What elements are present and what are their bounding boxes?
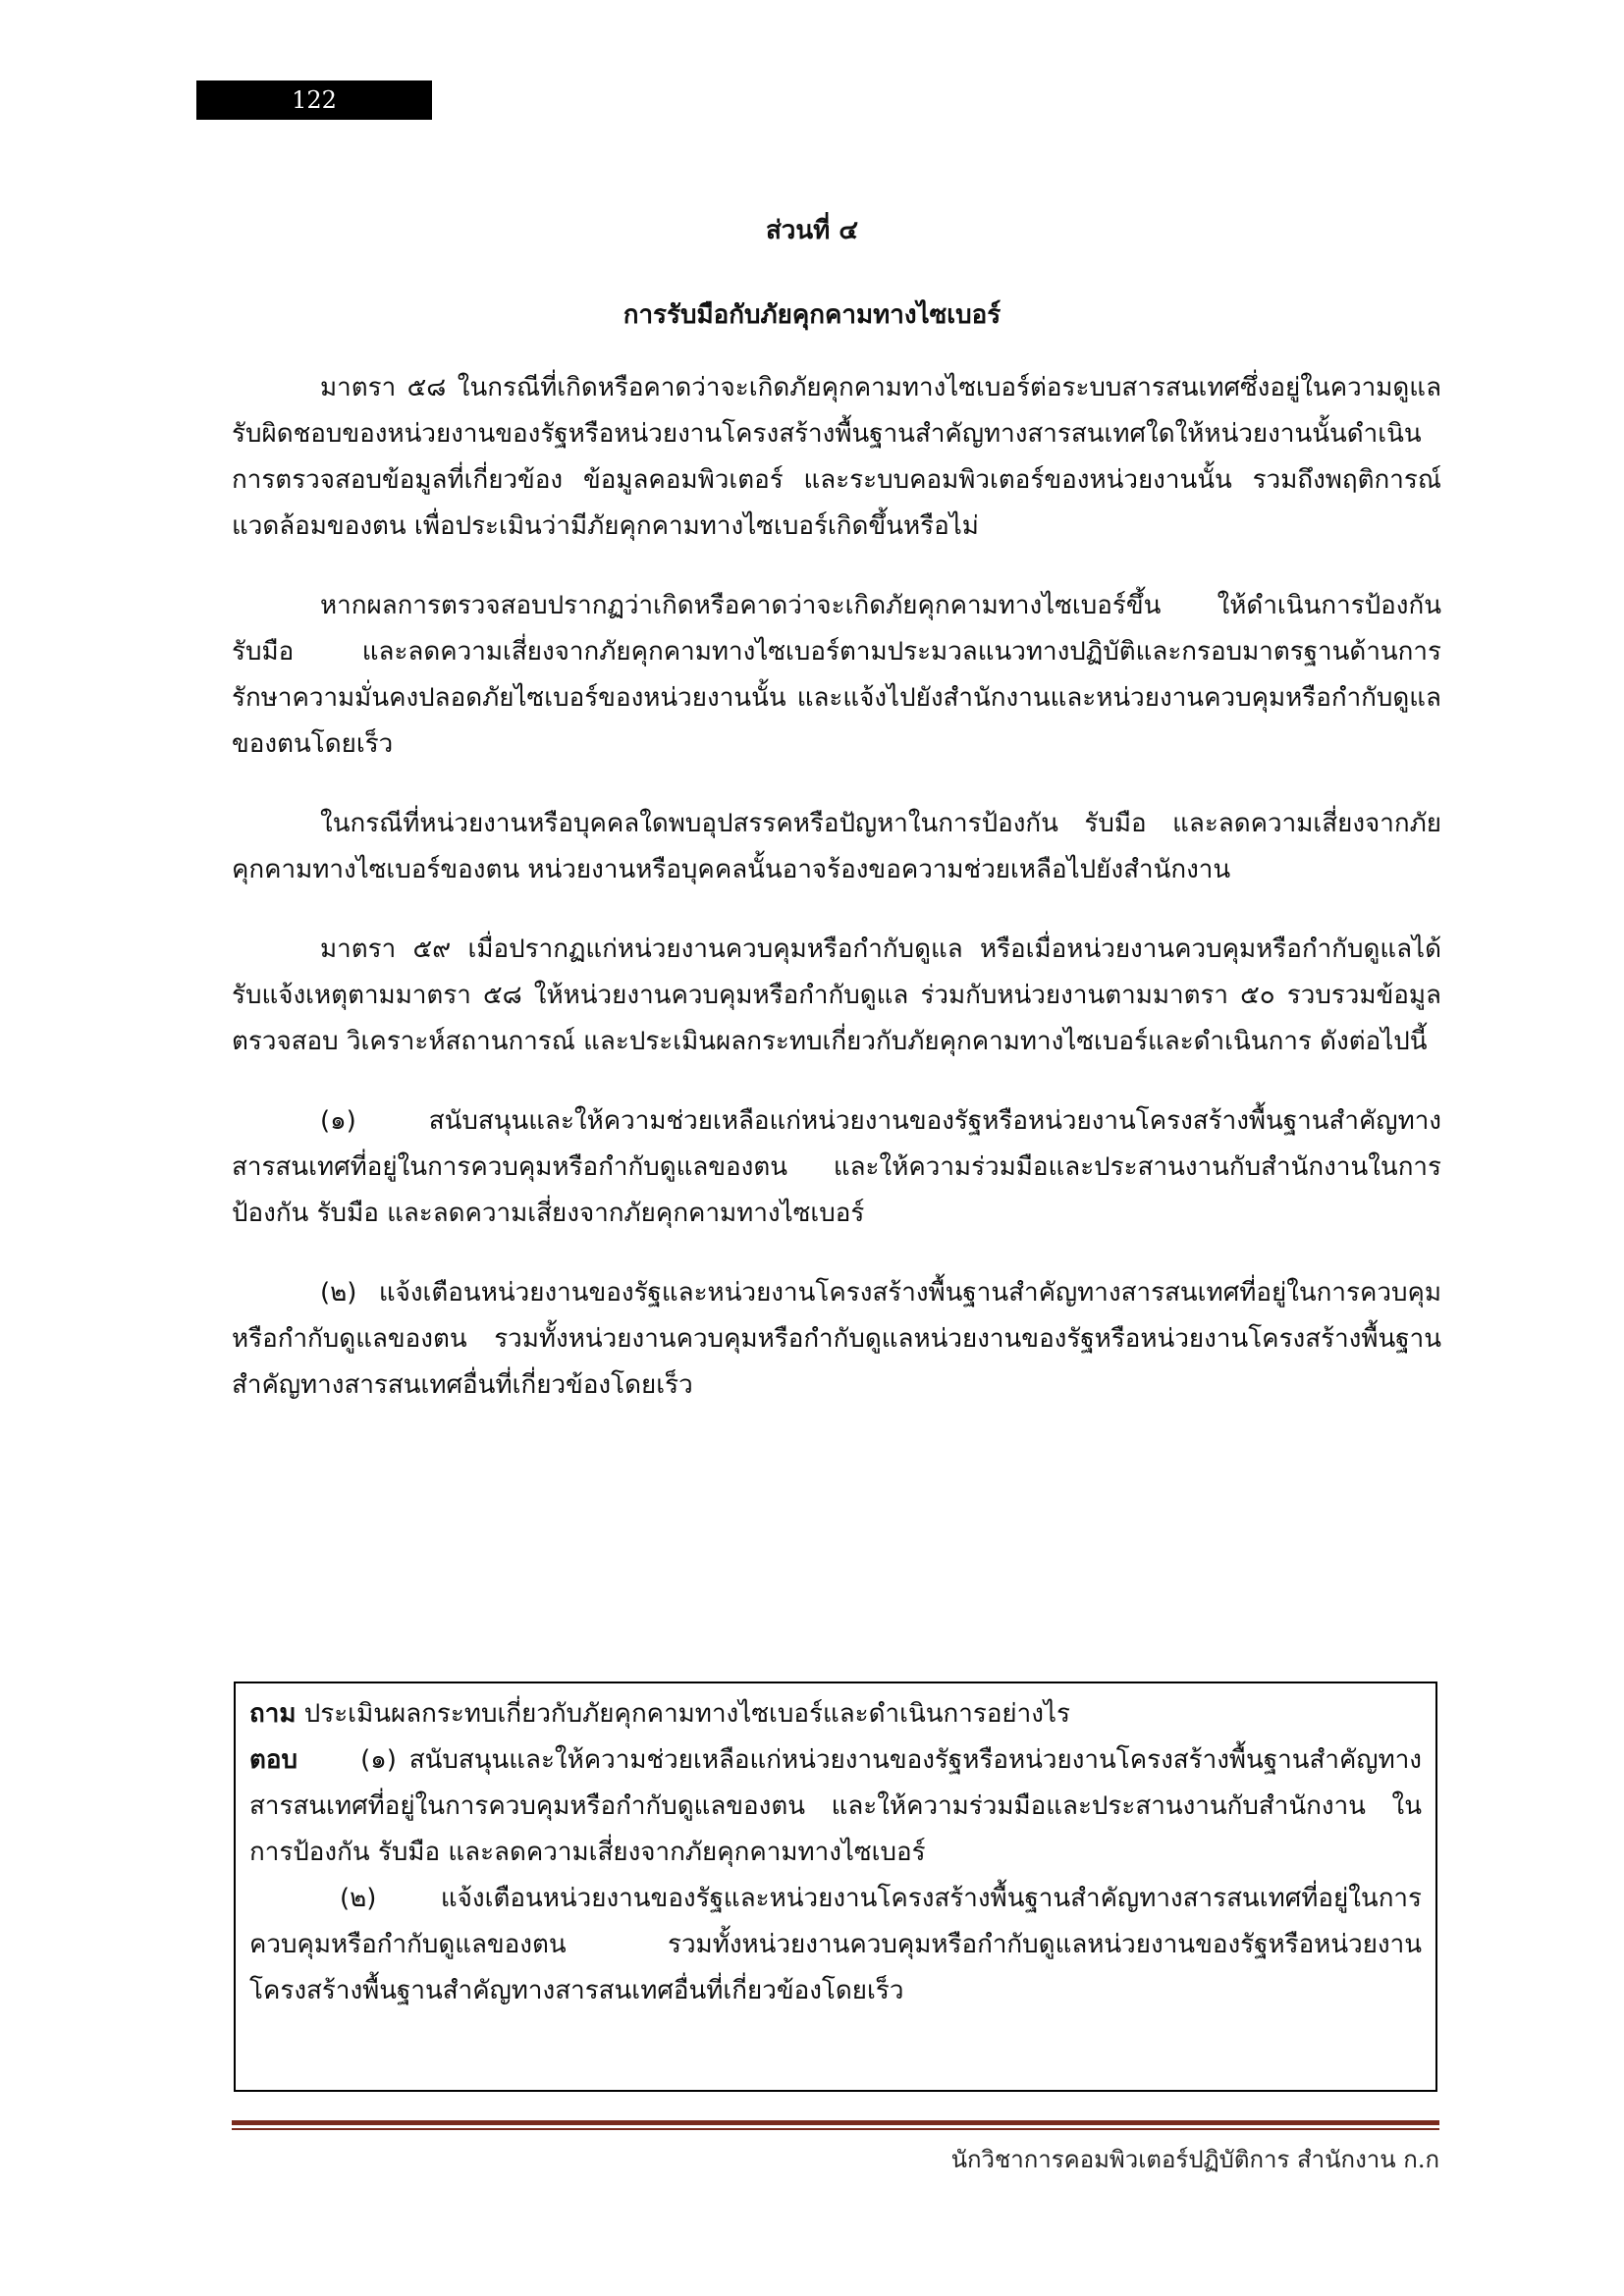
paragraph-item-2: (๒) แจ้งเตือนหน่วยงานของรัฐและหน่วยงานโครงสร้างพื้นฐานสำคัญทางสารสนเทศที่อยู่ในการควบคุมหรือกำกับดูแลของตน รวมทั้งหน่วยงานควบคุมหรือกำกับดูแลหน่วยงานของรัฐหรือหน่วยงานโครงสร้างพื้นฐานสำคัญทางสารสนเทศอื่นที่เกี่ยวข้องโดยเร็ว xyxy=(232,1278,1441,1400)
body-text xyxy=(232,365,1441,1442)
paragraph-request-assistance: ในกรณีที่หน่วยงานหรือบุคคลใดพบอุปสรรคหรือปัญหาในการป้องกัน รับมือ และลดความเสี่ยงจากภัยคุกคามทางไซเบอร์ของตน หน่วยงานหรือบุคคลนั้นอาจร้องขอความช่วยเหลือไปยังสำนักงาน xyxy=(232,809,1441,884)
qa-answer-1 xyxy=(249,1737,1422,1876)
answer-label: ตอบ xyxy=(249,1745,298,1775)
paragraph-inspection-result: หากผลการตรวจสอบปรากฏว่าเกิดหรือคาดว่าจะเกิดภัยคุกคามทางไซเบอร์ขึ้น ให้ดำเนินการป้องกันรับมือ และลดความเสี่ยงจากภัยคุกคามทางไซเบอร์ตามประมวลแนวทางปฏิบัติและกรอบมาตรฐานด้านการรักษาความมั่นคงปลอดภัยไซเบอร์ของหน่วยงานนั้น และแจ้งไปยังสำนักงานและหน่วยงานควบคุมหรือกำกับดูแลของตนโดยเร็ว xyxy=(232,591,1441,759)
answer-item-1: (๑) สนับสนุนและให้ความช่วยเหลือแก่หน่วยงานของรัฐหรือหน่วยงานโครงสร้างพื้นฐานสำคัญทางสารสนเทศที่อยู่ในการควบคุมหรือกำกับดูแลของตน และให้ความร่วมมือและประสานงานกับสำนักงาน ในการป้องกัน รับมือ และลดความเสี่ยงจากภัยคุกคามทางไซเบอร์ xyxy=(249,1745,1423,1867)
qa-box xyxy=(234,1682,1437,2092)
paragraph-section-59: มาตรา ๕๙ เมื่อปรากฏแก่หน่วยงานควบคุมหรือกำกับดูแล หรือเมื่อหน่วยงานควบคุมหรือกำกับดูแลได้รับแจ้งเหตุตามมาตรา ๕๘ ให้หน่วยงานควบคุมหรือกำกับดูแล ร่วมกับหน่วยงานตามมาตรา ๕๐ รวบรวมข้อมูล ตรวจสอบ วิเคราะห์สถานการณ์ และประเมินผลกระทบเกี่ยวกับภัยคุกคามทางไซเบอร์และดำเนินการ ดังต่อไปนี้ xyxy=(232,934,1441,1056)
question-text: ประเมินผลกระทบเกี่ยวกับภัยคุกคามทางไซเบอร์และดำเนินการอย่างไร xyxy=(303,1699,1071,1729)
section-title: ส่วนที่ ๔ xyxy=(765,216,859,245)
chapter-title: การรับมือกับภัยคุกคามทางไซเบอร์ xyxy=(623,300,1001,330)
footer-rule-thin xyxy=(232,2128,1439,2130)
page-number: 122 xyxy=(196,80,432,120)
answer-item-2: (๒) แจ้งเตือนหน่วยงานของรัฐและหน่วยงานโครงสร้างพื้นฐานสำคัญทางสารสนเทศที่อยู่ในการควบคุมหรือกำกับดูแลของตน รวมทั้งหน่วยงานควบคุมหรือกำกับดูแลหน่วยงานของรัฐหรือหน่วยงานโครงสร้างพื้นฐานสำคัญทางสารสนเทศอื่นที่เกี่ยวข้องโดยเร็ว xyxy=(249,1884,1422,2005)
qa-question xyxy=(249,1691,1422,1737)
paragraph-section-58: มาตรา ๕๘ ในกรณีที่เกิดหรือคาดว่าจะเกิดภัยคุกคามทางไซเบอร์ต่อระบบสารสนเทศซึ่งอยู่ในความดูแลรับผิดชอบของหน่วยงานของรัฐหรือหน่วยงานโครงสร้างพื้นฐานสำคัญทางสารสนเทศใดให้หน่วยงานนั้นดำเนินการตรวจสอบข้อมูลที่เกี่ยวข้อง ข้อมูลคอมพิวเตอร์ และระบบคอมพิวเตอร์ของหน่วยงานนั้น รวมถึงพฤติการณ์แวดล้อมของตน เพื่อประเมินว่ามีภัยคุกคามทางไซเบอร์เกิดขึ้นหรือไม่ xyxy=(232,373,1441,541)
question-label: ถาม xyxy=(249,1699,297,1729)
footer-text: นักวิชาการคอมพิวเตอร์ปฏิบัติการ สำนักงาน ก.ก xyxy=(950,2146,1439,2173)
footer-rule xyxy=(232,2120,1439,2125)
paragraph-item-1: (๑) สนับสนุนและให้ความช่วยเหลือแก่หน่วยงานของรัฐหรือหน่วยงานโครงสร้างพื้นฐานสำคัญทางสารสนเทศที่อยู่ในการควบคุมหรือกำกับดูแลของตน และให้ความร่วมมือและประสานงานกับสำนักงานในการป้องกัน รับมือ และลดความเสี่ยงจากภัยคุกคามทางไซเบอร์ xyxy=(232,1106,1441,1228)
